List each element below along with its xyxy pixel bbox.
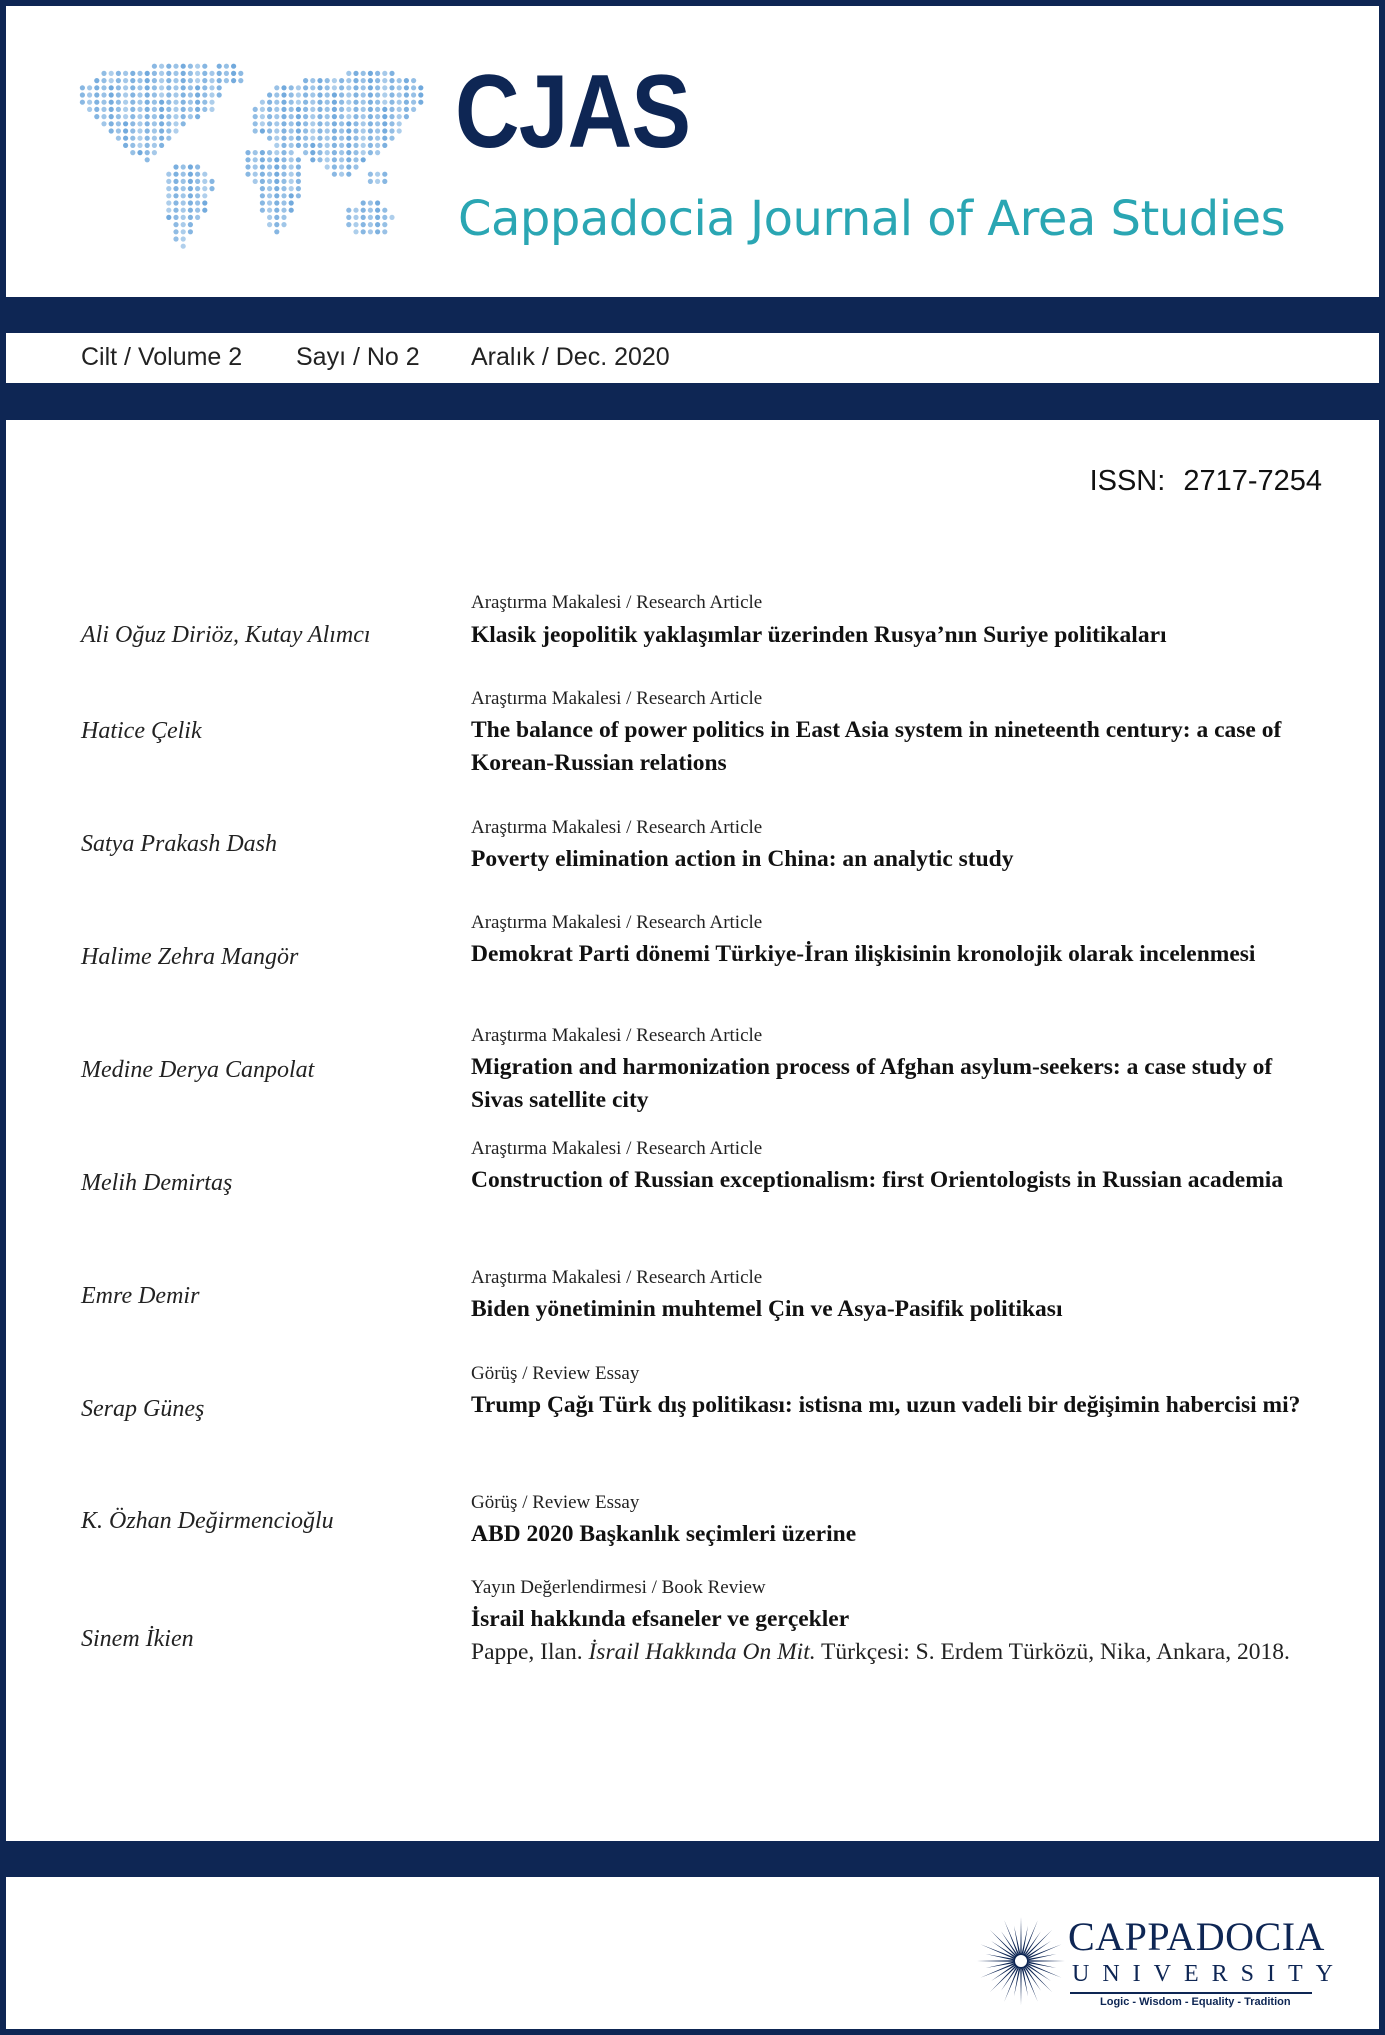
university-divider xyxy=(1070,1992,1312,1994)
article-type: Araştırma Makalesi / Research Article xyxy=(471,912,763,933)
article-title: Poverty elimination action in China: an analytic study xyxy=(471,846,1014,872)
issn-value: 2717-7254 xyxy=(1183,465,1322,497)
article-author: Sinem İkien xyxy=(81,1626,194,1652)
book-citation-author: Pappe, Ilan. xyxy=(471,1639,589,1665)
volume-label: Cilt / Volume 2 xyxy=(81,343,243,371)
world-map-icon xyxy=(64,55,436,265)
article-author: Hatice Çelik xyxy=(81,718,202,744)
article-type: Araştırma Makalesi / Research Article xyxy=(471,688,763,709)
article-author: Satya Prakash Dash xyxy=(81,831,277,857)
issue-number-label: Sayı / No 2 xyxy=(296,343,420,371)
article-type: Yayın Değerlendirmesi / Book Review xyxy=(471,1577,766,1598)
book-citation-details: Türkçesi: S. Erdem Türközü, Nika, Ankara, 2018. xyxy=(815,1639,1290,1665)
issn-label: ISSN: xyxy=(1089,465,1166,497)
article-title: Trump Çağı Türk dış politikası: istisna mı, uzun vadeli bir değişimin habercisi mi? xyxy=(471,1392,1301,1418)
university-motto: Logic - Wisdom - Equality - Tradition xyxy=(1100,1996,1291,2008)
article-type: Araştırma Makalesi / Research Article xyxy=(471,592,763,613)
university-name: CAPPADOCIA xyxy=(1068,1914,1325,1959)
article-type: Görüş / Review Essay xyxy=(471,1363,640,1384)
article-title: The balance of power politics in East Asia system in nineteenth century: a case of Korean-Russian relations xyxy=(471,717,1282,776)
article-title: Migration and harmonization process of Afghan asylum-seekers: a case study of Sivas satellite city xyxy=(471,1054,1273,1113)
article-type: Araştırma Makalesi / Research Article xyxy=(471,1267,763,1288)
university-sun-emblem-icon xyxy=(975,1915,1067,2007)
article-title: Biden yönetiminin muhtemel Çin ve Asya-Pasifik politikası xyxy=(471,1296,1063,1322)
article-type: Araştırma Makalesi / Research Article xyxy=(471,1025,763,1046)
university-word: UNIVERSITY xyxy=(1072,1961,1346,1987)
article-title: Klasik jeopolitik yaklaşımlar üzerinden Rusya’nın Suriye politikaları xyxy=(471,622,1167,648)
article-author: Medine Derya Canpolat xyxy=(81,1057,315,1083)
article-title: ABD 2020 Başkanlık seçimleri üzerine xyxy=(471,1521,857,1547)
journal-logo-title: CJAS xyxy=(455,54,691,170)
article-title: Demokrat Parti dönemi Türkiye-İran ilişkisinin kronolojik olarak incelenmesi xyxy=(471,941,1256,967)
article-author: K. Özhan Değirmencioğlu xyxy=(81,1508,334,1534)
article-type: Araştırma Makalesi / Research Article xyxy=(471,1138,763,1159)
book-citation-title: İsrail Hakkında On Mit. xyxy=(588,1639,816,1665)
article-title: Construction of Russian exceptionalism: first Orientologists in Russian academia xyxy=(471,1167,1284,1193)
journal-logo-subtitle: Cappadocia Journal of Area Studies xyxy=(458,191,1286,247)
article-author: Melih Demirtaş xyxy=(81,1170,233,1196)
article-type: Görüş / Review Essay xyxy=(471,1492,640,1513)
article-title: İsrail hakkında efsaneler ve gerçekler xyxy=(471,1606,850,1632)
issue-date-label: Aralık / Dec. 2020 xyxy=(471,343,670,371)
article-author: Ali Oğuz Diriöz, Kutay Alımcı xyxy=(81,622,371,648)
article-author: Halime Zehra Mangör xyxy=(81,944,299,970)
article-type: Araştırma Makalesi / Research Article xyxy=(471,817,763,838)
book-citation xyxy=(471,1636,1301,1669)
issn xyxy=(1090,465,1322,498)
article-author: Serap Güneş xyxy=(81,1396,205,1422)
article-author: Emre Demir xyxy=(81,1283,200,1309)
